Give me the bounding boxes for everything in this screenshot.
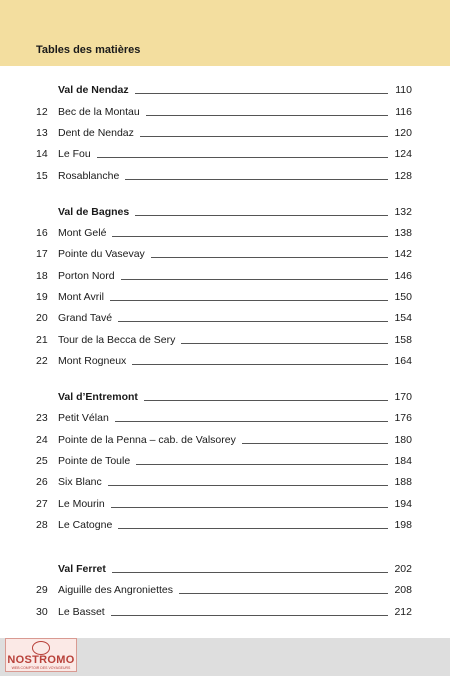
toc-page-number: 188 <box>394 476 412 488</box>
toc-page-number: 116 <box>395 106 412 118</box>
toc-entry-number: 28 <box>36 519 48 531</box>
toc-entry-title: Petit Vélan <box>58 410 113 426</box>
toc-entry-title: Tour de la Becca de Sery <box>58 332 179 348</box>
toc-entry-row <box>0 474 450 490</box>
toc-entry-row <box>0 246 450 262</box>
toc-page-number: 142 <box>394 248 412 260</box>
toc-entry-row <box>0 496 450 512</box>
toc-entry-row <box>0 604 450 620</box>
toc-leader-line <box>179 593 388 594</box>
toc-leader-line <box>112 236 388 237</box>
toc-entry-title: Six Blanc <box>58 474 106 490</box>
toc-entry-number: 24 <box>36 434 48 446</box>
toc-entry-title: Mont Rogneux <box>58 353 130 369</box>
toc-entry-title: Pointe de la Penna – cab. de Valsorey <box>58 432 240 448</box>
toc-page-number: 154 <box>394 312 412 324</box>
toc-entry-number: 12 <box>36 106 48 118</box>
toc-page-number: 194 <box>394 498 412 510</box>
toc-entry-number: 20 <box>36 312 48 324</box>
toc-page-number: 176 <box>394 412 412 424</box>
toc-entry-row <box>0 146 450 162</box>
toc-entry-title: Bec de la Montau <box>58 104 144 120</box>
toc-page-number: 132 <box>394 206 412 218</box>
toc-page-number: 198 <box>394 519 412 531</box>
toc-leader-line <box>108 485 388 486</box>
toc-section-row <box>0 389 450 405</box>
toc-leader-line <box>151 257 388 258</box>
toc-leader-line <box>118 321 388 322</box>
toc-entry-row <box>0 225 450 241</box>
toc-entry-title: Le Basset <box>58 604 109 620</box>
toc-leader-line <box>118 528 388 529</box>
toc-page-number: 138 <box>394 227 412 239</box>
toc-leader-line <box>132 364 388 365</box>
toc-entry-number: 15 <box>36 170 48 182</box>
toc-entry-row <box>0 353 450 369</box>
toc-leader-line <box>115 421 388 422</box>
toc-entry-row <box>0 268 450 284</box>
toc-page-number: 110 <box>395 84 412 96</box>
toc-entry-number: 21 <box>36 334 48 346</box>
toc-entry-number: 19 <box>36 291 48 303</box>
toc-entry-number: 25 <box>36 455 48 467</box>
toc-entry-number: 17 <box>36 248 48 260</box>
toc-entry-row <box>0 289 450 305</box>
toc-entry-number: 16 <box>36 227 48 239</box>
toc-leader-line <box>111 507 388 508</box>
toc-section-title: Val d’Entremont <box>58 389 142 405</box>
toc-leader-line <box>135 215 388 216</box>
toc-entry-number: 13 <box>36 127 48 139</box>
toc-entry-title: Porton Nord <box>58 268 119 284</box>
toc-leader-line <box>111 615 388 616</box>
toc-entry-row <box>0 582 450 598</box>
toc-leader-line <box>136 464 388 465</box>
toc-leader-line <box>242 443 388 444</box>
toc-section-row <box>0 204 450 220</box>
toc-section-row <box>0 82 450 98</box>
nostromo-logo <box>5 638 77 672</box>
logo-brand: NOSTROMO <box>7 654 75 666</box>
toc-page-number: 170 <box>394 391 412 403</box>
toc-leader-line <box>121 279 388 280</box>
toc-entry-title: Pointe de Toule <box>58 453 134 469</box>
toc-entry-row <box>0 310 450 326</box>
toc-page-number: 128 <box>394 170 412 182</box>
toc-entry-row <box>0 332 450 348</box>
toc-leader-line <box>181 343 388 344</box>
toc-entry-row <box>0 517 450 533</box>
toc-page-number: 208 <box>394 584 412 596</box>
toc-page-number: 184 <box>394 455 412 467</box>
toc-page-number: 212 <box>394 606 412 618</box>
toc-page-number: 150 <box>394 291 412 303</box>
toc-entry-title: Mont Avril <box>58 289 108 305</box>
toc-entry-title: Pointe du Vasevay <box>58 246 149 262</box>
toc-entry-row <box>0 104 450 120</box>
toc-leader-line <box>97 157 388 158</box>
toc-page-number: 202 <box>394 563 412 575</box>
toc-entry-row <box>0 432 450 448</box>
toc-page-number: 124 <box>394 148 412 160</box>
toc-page-number: 120 <box>394 127 412 139</box>
toc-page-number: 146 <box>394 270 412 282</box>
toc-leader-line <box>112 572 388 573</box>
toc-section-title: Val de Bagnes <box>58 204 133 220</box>
toc-entry-title: Le Catogne <box>58 517 116 533</box>
toc-entry-number: 14 <box>36 148 48 160</box>
toc-entry-row <box>0 168 450 184</box>
toc-entry-row <box>0 125 450 141</box>
toc-section-row <box>0 561 450 577</box>
logo-tagline: WEB COMPTOIR DES VOYAGEURS <box>11 666 71 670</box>
toc-page-number: 180 <box>394 434 412 446</box>
toc-entry-title: Mont Gelé <box>58 225 110 241</box>
toc-entry-row <box>0 453 450 469</box>
page-header <box>0 0 450 66</box>
toc-entry-number: 23 <box>36 412 48 424</box>
toc-entry-number: 29 <box>36 584 48 596</box>
toc-entry-title: Grand Tavé <box>58 310 116 326</box>
toc-entry-number: 18 <box>36 270 48 282</box>
toc-entry-title: Le Mourin <box>58 496 109 512</box>
toc-section-title: Val Ferret <box>58 561 110 577</box>
toc-page-number: 158 <box>394 334 412 346</box>
toc-entry-number: 30 <box>36 606 48 618</box>
toc-entry-number: 27 <box>36 498 48 510</box>
toc-entry-title: Rosablanche <box>58 168 123 184</box>
toc-leader-line <box>146 115 388 116</box>
toc-entry-number: 22 <box>36 355 48 367</box>
toc-entry-title: Le Fou <box>58 146 95 162</box>
globe-icon <box>32 641 50 655</box>
toc-leader-line <box>140 136 388 137</box>
toc-leader-line <box>135 93 388 94</box>
toc-entry-number: 26 <box>36 476 48 488</box>
toc-entry-title: Dent de Nendaz <box>58 125 138 141</box>
page-title: Tables des matières <box>36 44 141 56</box>
toc-entry-title: Aiguille des Angroniettes <box>58 582 177 598</box>
toc-page-number: 164 <box>394 355 412 367</box>
toc-leader-line <box>125 179 388 180</box>
toc-leader-line <box>144 400 388 401</box>
toc-section-title: Val de Nendaz <box>58 82 133 98</box>
toc-entry-row <box>0 410 450 426</box>
toc-leader-line <box>110 300 388 301</box>
